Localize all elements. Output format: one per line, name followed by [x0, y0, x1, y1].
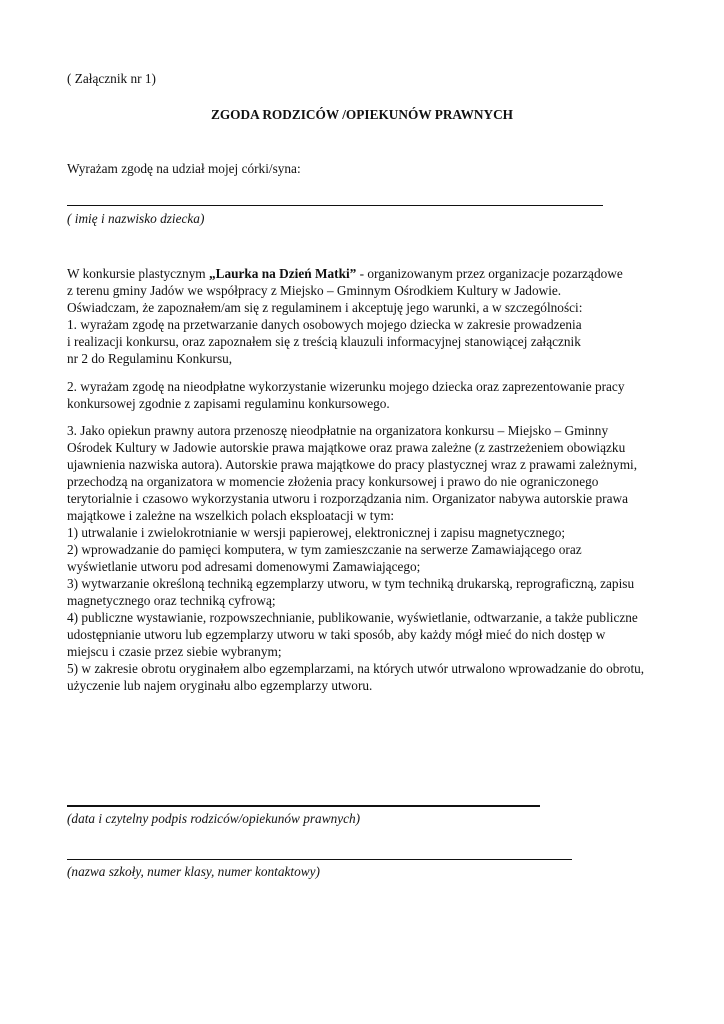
point-3-line: użyczenie lub najem oryginału albo egzemplarzy utworu. — [67, 678, 373, 693]
point-1-line: 1. wyrażam zgodę na przetwarzanie danych osobowych mojego dziecka w zakresie prowadzenia — [67, 317, 582, 332]
child-name-hint: ( imię i nazwisko dziecka) — [67, 211, 205, 226]
consent-statement: Wyrażam zgodę na udział mojej córki/syna: — [67, 161, 301, 176]
point-2-line: 2. wyrażam zgodę na nieodpłatne wykorzystanie wizerunku mojego dziecka oraz zaprezentowanie pracy — [67, 379, 625, 394]
signature-hint: (data i czytelny podpis rodziców/opiekunów prawnych) — [67, 811, 361, 826]
point-3-line: wyświetlanie utworu pod adresami domenowymi Zamawiającego; — [67, 559, 421, 574]
point-1-paragraph — [67, 316, 667, 367]
child-name-line-end — [597, 205, 603, 206]
point-1-line: i realizacji konkursu, oraz zapoznałem się z treścią klauzuli informacyjnej stanowiącej załącznik — [67, 334, 581, 349]
point-3-line: magnetycznego oraz techniką cyfrową; — [67, 593, 276, 608]
school-info-hint: (nazwa szkoły, numer klasy, numer kontaktowy) — [67, 864, 320, 879]
intro-line-2: z terenu gminy Jadów we współpracy z Miejsko – Gminnym Ośrodkiem Kultury w Jadowie. — [67, 283, 562, 298]
contest-name: „Laurka na Dzień Matki” — [208, 266, 357, 281]
point-1-line: nr 2 do Regulaminu Konkursu, — [67, 351, 233, 366]
point-3-line: ujawnienia nazwiska autora). Autorskie prawa majątkowe do pracy plastycznej wraz z prawami zależnymi, — [67, 457, 638, 472]
point-3-line: 3) wytwarzanie określoną techniką egzemplarzy utworu, w tym techniką drukarską, reprograficzną, zapisu — [67, 576, 635, 591]
signature-line[interactable] — [67, 805, 540, 807]
intro-line-3: Oświadczam, że zapoznałem/am się z regulaminem i akceptuję jego warunki, a w szczególności: — [67, 300, 583, 315]
point-3-line: 5) w zakresie obrotu oryginałem albo egzemplarzami, na których utwór utrwalono wprowadzanie do obrotu, — [67, 661, 645, 676]
intro-paragraph — [67, 265, 667, 316]
point-3-line: 3. Jako opiekun prawny autora przenoszę nieodpłatnie na organizatora konkursu – Miejsko – Gminny — [67, 423, 609, 438]
point-3-line: majątkowe i zależne na wszelkich polach eksploatacji w tym: — [67, 508, 395, 523]
point-3-line: terytorialnie i czasowo wykorzystania utworu i rozporządzania nim. Organizator nabywa autorskie prawa — [67, 491, 628, 506]
intro-line-1: W konkursie plastycznym „Laurka na Dzień Matki” - organizowanym przez organizacje pozarządowe — [67, 266, 623, 281]
point-2-line: konkursowej zgodnie z zapisami regulaminu konkursowego. — [67, 396, 390, 411]
child-name-line[interactable] — [67, 205, 597, 206]
point-3-line: przechodzą na organizatora w momencie złożenia pracy konkursowej i prawo do nie ograniczonego — [67, 474, 599, 489]
point-3-line: 1) utrwalanie i zwielokrotnianie w wersji papierowej, elektronicznej i zapisu magnetycznego; — [67, 525, 566, 540]
page-title: ZGODA RODZICÓW /OPIEKUNÓW PRAWNYCH — [210, 107, 514, 122]
point-3-line: 2) wprowadzanie do pamięci komputera, w tym zamieszczanie na serwerze Zamawiającego oraz — [67, 542, 582, 557]
point-3-line: miejscu i czasie przez siebie wybranym; — [67, 644, 282, 659]
school-info-line[interactable] — [67, 859, 572, 860]
point-3-paragraph — [67, 422, 667, 694]
point-3-line: Ośrodek Kultury w Jadowie autorskie prawa majątkowe oraz prawa zależne (z zastrzeżeniem obowiązku — [67, 440, 626, 455]
attachment-label: ( Załącznik nr 1) — [67, 71, 156, 86]
point-3-line: udostępnianie utworu lub egzemplarzy utworu w taki sposób, aby każdy mógł mieć do nich dostęp w — [67, 627, 606, 642]
point-3-line: 4) publiczne wystawianie, rozpowszechnianie, publikowanie, wyświetlanie, odtwarzanie, a także publiczne — [67, 610, 638, 625]
point-2-paragraph — [67, 378, 667, 412]
